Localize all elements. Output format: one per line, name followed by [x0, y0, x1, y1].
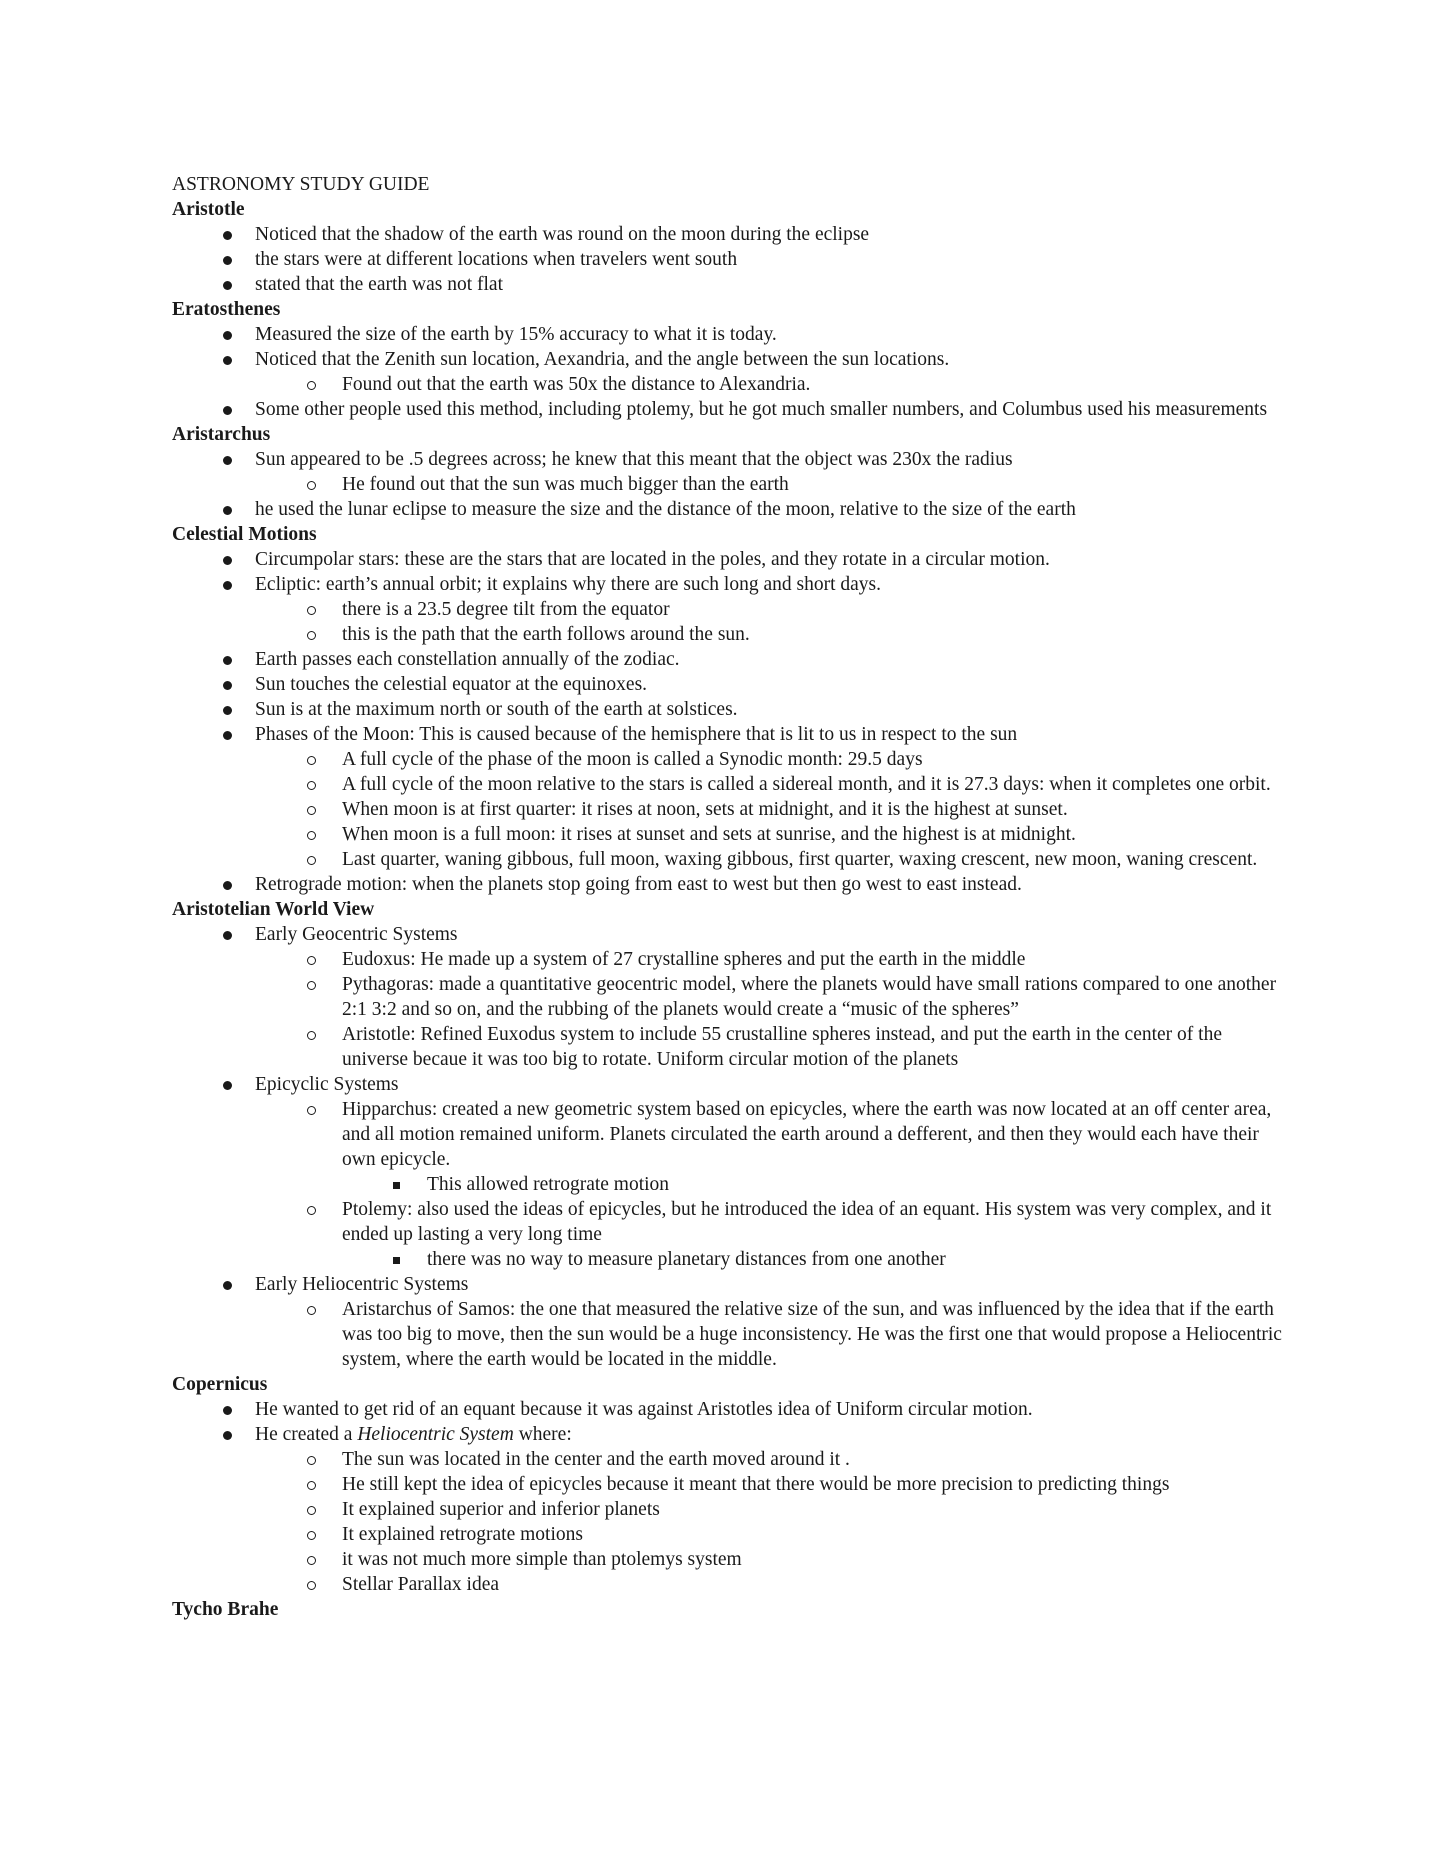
bullet-circle-icon — [301, 747, 321, 772]
bullet-disc-icon — [217, 222, 237, 247]
list-item: Circumpolar stars: these are the stars that are located in the poles, and they rotate in a circular motion. — [172, 547, 1292, 572]
bullet-disc-icon — [217, 1397, 237, 1422]
bullet-disc-icon — [217, 872, 237, 897]
bullet-circle-icon — [301, 597, 321, 622]
bullet-disc-icon — [217, 497, 237, 522]
bullet-disc-icon — [217, 347, 237, 372]
bullet-list-celestial-motions — [172, 547, 1292, 897]
bullet-disc-icon — [217, 322, 237, 347]
bullet-square-icon — [386, 1172, 406, 1197]
list-item: Measured the size of the earth by 15% accuracy to what it is today. — [172, 322, 1292, 347]
document-title: ASTRONOMY STUDY GUIDE — [172, 174, 430, 195]
bullet-disc-icon — [217, 647, 237, 672]
list-item: Sun is at the maximum north or south of the earth at solstices. — [172, 697, 1292, 722]
list-item: He created a Heliocentric System where: — [172, 1422, 1292, 1447]
bullet-circle-icon — [301, 1447, 321, 1472]
bullet-list-eratosthenes — [172, 322, 1292, 422]
bullet-list-copernicus — [172, 1397, 1292, 1597]
bullet-square-icon — [386, 1247, 406, 1272]
bullet-circle-icon — [301, 947, 321, 972]
list-item: It explained superior and inferior planets — [172, 1497, 1292, 1522]
bullet-disc-icon — [217, 272, 237, 297]
list-item: Aristarchus of Samos: the one that measured the relative size of the sun, and was influenced by the idea that if the earth was too big to move, then the sun would be a huge inconsistency. He was the first one that would propose a Heliocentric system, where the earth would be located in the middle. — [172, 1297, 1292, 1372]
bullet-circle-icon — [301, 1572, 321, 1597]
section-heading-aristarchus: Aristarchus — [172, 424, 271, 445]
bullet-circle-icon — [301, 472, 321, 497]
study-guide-page — [172, 172, 1292, 1622]
section-heading-aristotle: Aristotle — [172, 199, 245, 220]
list-item: When moon is at first quarter: it rises at noon, sets at midnight, and it is the highest at sunset. — [172, 797, 1292, 822]
bullet-circle-icon — [301, 1522, 321, 1547]
list-item: Ptolemy: also used the ideas of epicycles, but he introduced the idea of an equant. His system was very complex, and it ended up lasting a very long time — [172, 1197, 1292, 1247]
list-item: Retrograde motion: when the planets stop going from east to west but then go west to east instead. — [172, 872, 1292, 897]
bullet-circle-icon — [301, 372, 321, 397]
section-heading-eratosthenes: Eratosthenes — [172, 299, 281, 320]
list-item: Sun touches the celestial equator at the equinoxes. — [172, 672, 1292, 697]
bullet-disc-icon — [217, 922, 237, 947]
list-item: Some other people used this method, including ptolemy, but he got much smaller numbers, and Columbus used his measurements — [172, 397, 1292, 422]
bullet-disc-icon — [217, 572, 237, 597]
section-heading-celestial-motions: Celestial Motions — [172, 524, 317, 545]
list-item: He still kept the idea of epicycles because it meant that there would be more precision to predicting things — [172, 1472, 1292, 1497]
section-heading-aristotelian-world-view: Aristotelian World View — [172, 899, 375, 920]
bullet-list-aristotelian-world-view — [172, 922, 1292, 1372]
list-item: A full cycle of the phase of the moon is called a Synodic month: 29.5 days — [172, 747, 1292, 772]
list-item: Hipparchus: created a new geometric system based on epicycles, where the earth was now located at an off center area, and all motion remained uniform. Planets circulated the earth around a defferent, and then they would each have their own epicycle. — [172, 1097, 1292, 1172]
bullet-list-aristotle — [172, 222, 1292, 297]
bullet-disc-icon — [217, 697, 237, 722]
list-item: there is a 23.5 degree tilt from the equator — [172, 597, 1292, 622]
bullet-disc-icon — [217, 1272, 237, 1297]
list-item: Eudoxus: He made up a system of 27 crystalline spheres and put the earth in the middle — [172, 947, 1292, 972]
bullet-circle-icon — [301, 1497, 321, 1522]
list-item: Aristotle: Refined Euxodus system to include 55 crustalline spheres instead, and put the earth in the center of the universe becaue it was too big to rotate. Uniform circular motion of the planets — [172, 1022, 1292, 1072]
list-item: Early Geocentric Systems — [172, 922, 1292, 947]
bullet-list-aristarchus — [172, 447, 1292, 522]
list-item: A full cycle of the moon relative to the stars is called a sidereal month, and it is 27.3 days: when it completes one orbit. — [172, 772, 1292, 797]
bullet-circle-icon — [301, 847, 321, 872]
list-item: Stellar Parallax idea — [172, 1572, 1292, 1597]
list-item: He found out that the sun was much bigger than the earth — [172, 472, 1292, 497]
list-item: Last quarter, waning gibbous, full moon, waxing gibbous, first quarter, waxing crescent, new moon, waning crescent. — [172, 847, 1292, 872]
list-item: The sun was located in the center and the earth moved around it . — [172, 1447, 1292, 1472]
bullet-circle-icon — [301, 822, 321, 847]
list-item: Noticed that the Zenith sun location, Aexandria, and the angle between the sun locations. — [172, 347, 1292, 372]
bullet-circle-icon — [301, 972, 321, 997]
bullet-circle-icon — [301, 772, 321, 797]
list-item: Epicyclic Systems — [172, 1072, 1292, 1097]
list-item: When moon is a full moon: it rises at sunset and sets at sunrise, and the highest is at midnight. — [172, 822, 1292, 847]
bullet-disc-icon — [217, 247, 237, 272]
list-item: Phases of the Moon: This is caused because of the hemisphere that is lit to us in respect to the sun — [172, 722, 1292, 747]
list-item: the stars were at different locations when travelers went south — [172, 247, 1292, 272]
bullet-circle-icon — [301, 622, 321, 647]
list-item: there was no way to measure planetary distances from one another — [172, 1247, 1292, 1272]
list-item: He wanted to get rid of an equant because it was against Aristotles idea of Uniform circular motion. — [172, 1397, 1292, 1422]
list-item: Early Heliocentric Systems — [172, 1272, 1292, 1297]
bullet-circle-icon — [301, 1472, 321, 1497]
section-heading-tycho-brahe: Tycho Brahe — [172, 1599, 279, 1620]
section-heading-copernicus: Copernicus — [172, 1374, 268, 1395]
list-item: Pythagoras: made a quantitative geocentric model, where the planets would have small rations compared to one another 2:1 3:2 and so on, and the rubbing of the planets would create a “music of the spheres” — [172, 972, 1292, 1022]
list-item: Found out that the earth was 50x the distance to Alexandria. — [172, 372, 1292, 397]
bullet-disc-icon — [217, 1422, 237, 1447]
list-item: it was not much more simple than ptolemys system — [172, 1547, 1292, 1572]
bullet-disc-icon — [217, 397, 237, 422]
bullet-disc-icon — [217, 722, 237, 747]
list-item: Ecliptic: earth’s annual orbit; it explains why there are such long and short days. — [172, 572, 1292, 597]
list-item: he used the lunar eclipse to measure the size and the distance of the moon, relative to the size of the earth — [172, 497, 1292, 522]
list-item: Noticed that the shadow of the earth was round on the moon during the eclipse — [172, 222, 1292, 247]
list-item: stated that the earth was not flat — [172, 272, 1292, 297]
bullet-disc-icon — [217, 672, 237, 697]
bullet-circle-icon — [301, 797, 321, 822]
italic-term: Heliocentric System — [357, 1424, 514, 1445]
bullet-disc-icon — [217, 547, 237, 572]
list-item: It explained retrograte motions — [172, 1522, 1292, 1547]
bullet-circle-icon — [301, 1197, 321, 1222]
bullet-circle-icon — [301, 1547, 321, 1572]
list-item: This allowed retrograte motion — [172, 1172, 1292, 1197]
bullet-circle-icon — [301, 1022, 321, 1047]
list-item: Earth passes each constellation annually of the zodiac. — [172, 647, 1292, 672]
bullet-circle-icon — [301, 1097, 321, 1122]
bullet-disc-icon — [217, 1072, 237, 1097]
list-item: this is the path that the earth follows around the sun. — [172, 622, 1292, 647]
bullet-circle-icon — [301, 1297, 321, 1322]
bullet-disc-icon — [217, 447, 237, 472]
list-item: Sun appeared to be .5 degrees across; he knew that this meant that the object was 230x the radius — [172, 447, 1292, 472]
